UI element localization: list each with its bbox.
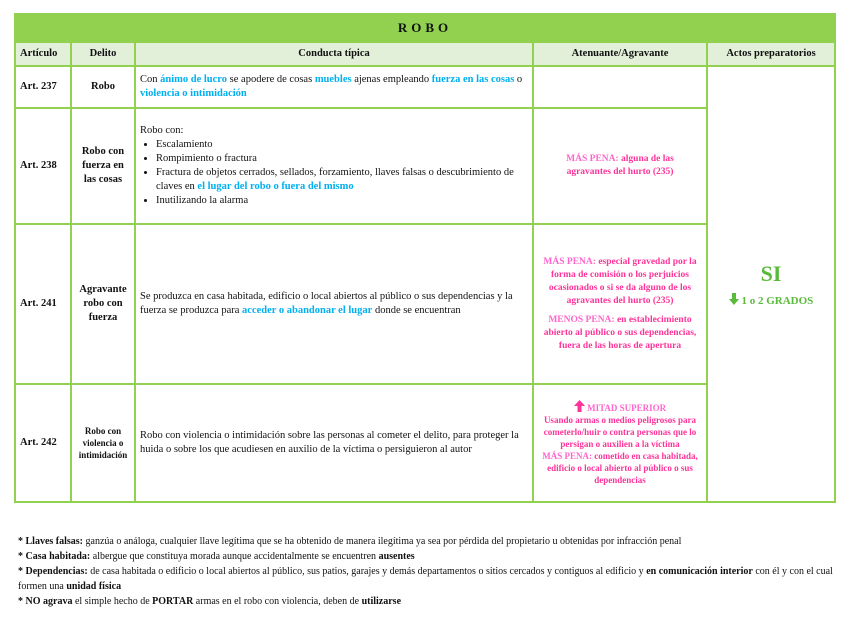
arrow-down-icon: [729, 293, 739, 305]
atenuante-cell: [533, 384, 707, 502]
robo-table-wrapper: [14, 13, 834, 503]
list-item: • Escalamiento: [156, 138, 528, 152]
mas-pena-label: MÁS PENA:: [542, 451, 592, 461]
highlight-muebles: muebles: [314, 74, 352, 85]
conducta-cell: [135, 108, 533, 224]
grados-text: 1 o 2 GRADOS: [741, 294, 814, 307]
mas-pena-block: [538, 450, 702, 486]
note-text: ganzúa o análoga, cualquier llave legítima que se ha obtenido de manera ilegítima ya sea por pérdida del propietario u obtenidas por infracción penal: [83, 536, 682, 547]
si-label: SI: [760, 260, 782, 286]
list-item: • Inutilizando la alarma: [156, 194, 528, 208]
header-actos: Actos preparatorios: [707, 42, 835, 66]
header-atenuante: Atenuante/Agravante: [533, 42, 707, 66]
text: donde se encuentran: [372, 305, 461, 316]
note-bold: utilizarse: [361, 596, 402, 607]
text: ajenas empleando: [351, 74, 432, 85]
atenuante-cell: [533, 108, 707, 224]
delito-cell: Robo: [71, 66, 135, 108]
text: Con: [140, 74, 161, 85]
note-label: * Llaves falsas:: [18, 536, 83, 547]
actos-cell: [707, 66, 835, 502]
note-dependencias: [18, 564, 834, 594]
note-label: * Dependencias:: [18, 566, 88, 577]
text: se apodere de cosas: [227, 74, 315, 85]
conducta-cell: Robo con violencia o intimidación sobre las personas al cometer el delito, para proteger la huida o sobre los que acudiesen en auxilio de la víctima o persiguieron al autor: [135, 384, 533, 502]
articulo-cell: Art. 241: [15, 224, 71, 384]
grados-label: [712, 293, 830, 308]
conducta-cell: [135, 66, 533, 108]
note-bold: ausentes: [378, 551, 415, 562]
delito-cell: Agravante robo con fuerza: [71, 224, 135, 384]
delito-cell: Robo con violencia o intimidación: [71, 384, 135, 502]
mas-pena-text: especial gravedad por la forma de comisión o los perjuicios ocasionados o si se da alguno de los agravantes del hurto (235): [548, 256, 697, 306]
menos-pena-text: en establecimiento abierto al público o sus dependencias, fuera de las horas de apertura: [543, 314, 697, 351]
mas-pena-block: [538, 256, 702, 308]
articulo-cell: Art. 238: [15, 108, 71, 224]
mitad-superior-label: MITAD SUPERIOR: [587, 403, 667, 413]
list-item: [156, 166, 528, 194]
conducta-list: [140, 138, 528, 208]
articulo-cell: Art. 237: [15, 66, 71, 108]
note-text: albergue que constituya morada aunque accidentalmente se encuentren: [90, 551, 379, 562]
header-delito: Delito: [71, 42, 135, 66]
note-llaves-falsas: [18, 534, 834, 549]
menos-pena-block: [538, 314, 702, 353]
list-item: • Rompimiento o fractura: [156, 152, 528, 166]
highlight-fuerza: fuerza en las cosas: [431, 74, 515, 85]
note-text: el simple hecho de: [72, 596, 153, 607]
robo-table: [14, 13, 836, 503]
note-bold: unidad física: [66, 581, 122, 592]
atenuante-cell: [533, 224, 707, 384]
note-no-agrava: [18, 594, 834, 609]
table-row-237: [15, 66, 835, 108]
header-conducta: Conducta típica: [135, 42, 533, 66]
conducta-cell: [135, 224, 533, 384]
footnotes: [18, 534, 834, 609]
mas-pena-text: cometido en casa habitada, edificio o local abierto al público o sus dependencias: [547, 451, 698, 485]
table-title: ROBO: [15, 14, 835, 42]
note-text: con él y con el cual formen una: [18, 566, 833, 592]
note-text: de casa habitada o edificio o local abiertos al público, sus patios, garajes y demás departamentos o sitios cercados y contiguos al edificio y: [87, 566, 647, 577]
mitad-superior-block: [538, 400, 702, 414]
articulo-cell: Art. 242: [15, 384, 71, 502]
mas-pena-label: MÁS PENA:: [566, 154, 619, 164]
header-articulo: Artículo: [15, 42, 71, 66]
mas-pena-text: alguna de las agravantes del hurto (235): [566, 154, 674, 177]
highlight-animo: ánimo de lucro: [160, 74, 228, 85]
conducta-intro: Robo con:: [140, 125, 184, 136]
note-casa-habitada: [18, 549, 834, 564]
text: Se produzca en casa habitada, edificio o local abiertos al público o sus dependencias y la fuerza se produzca para: [140, 291, 513, 316]
highlight-acceder: acceder o abandonar el lugar: [242, 305, 373, 316]
menos-pena-label: MENOS PENA:: [548, 314, 615, 325]
text: Fractura de objetos cerrados, sellados, forzamiento, llaves falsas o descubrimiento de claves en: [156, 167, 514, 192]
mitad-superior-text: Usando armas o medios peligrosos para cometerlo/huir o contra personas que lo persigan o auxilien a la víctima: [543, 415, 697, 449]
atenuante-cell: [533, 66, 707, 108]
mas-pena-label: MÁS PENA:: [543, 256, 596, 267]
highlight-lugar: el lugar del robo o fuera del mismo: [197, 181, 354, 192]
delito-cell: Robo con fuerza en las cosas: [71, 108, 135, 224]
arrow-up-icon: [574, 400, 585, 412]
note-label: * Casa habitada:: [18, 551, 91, 562]
highlight-violencia: violencia o intimidación: [140, 88, 247, 99]
note-bold: en comunicación interior: [646, 566, 753, 577]
note-label: * NO agrava: [18, 596, 73, 607]
text: o: [514, 74, 523, 85]
note-text: armas en el robo con violencia, deben de: [193, 596, 362, 607]
note-bold: PORTAR: [152, 596, 194, 607]
